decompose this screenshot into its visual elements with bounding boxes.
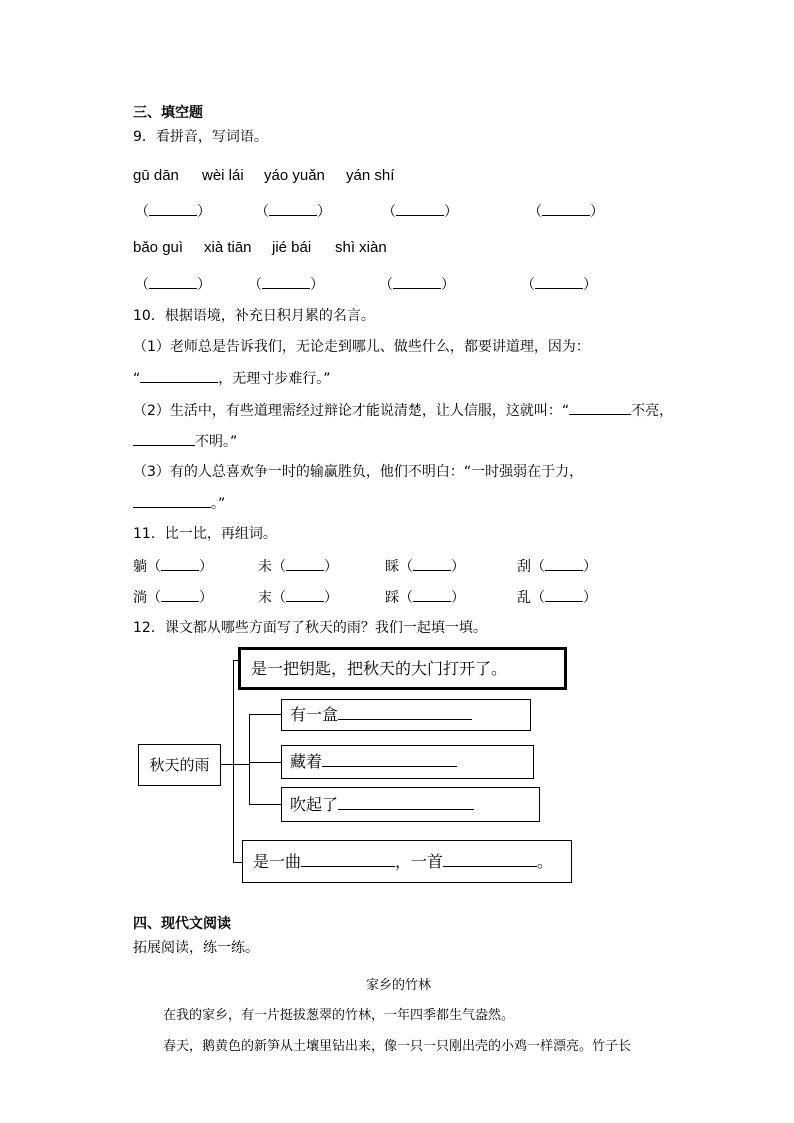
pinyin: wèi lái bbox=[202, 167, 244, 184]
connector bbox=[249, 714, 250, 805]
pinyin: gū dān bbox=[133, 167, 179, 184]
question-10-stem: 10．根据语境，补充日积月累的名言。 bbox=[133, 308, 375, 324]
connector bbox=[249, 804, 281, 805]
question-10-part1: （1）老师总是告诉我们，无论走到哪儿、做些什么，都要讲道理，因为： bbox=[133, 339, 590, 355]
question-10-part3: （3）有的人总喜欢争一时的输赢胜负，他们不明白：“一时强弱在于力， bbox=[133, 464, 584, 480]
pinyin: bǎo guì bbox=[133, 239, 184, 256]
connector bbox=[221, 764, 233, 765]
diagram-branch-3: 藏着 bbox=[281, 745, 534, 779]
passage-paragraph: 在我的家乡，有一片挺拔葱翠的竹林，一年四季都生气盎然。 bbox=[163, 1008, 515, 1023]
answer-blank[interactable]: （ ） bbox=[379, 274, 455, 294]
diagram-branch-2: 有一盒 bbox=[281, 699, 531, 731]
fill-blank[interactable] bbox=[338, 792, 474, 810]
connector bbox=[233, 764, 249, 765]
fill-blank[interactable] bbox=[322, 749, 457, 767]
question-10-part2-cont: 不明。” bbox=[133, 431, 237, 452]
pinyin: yáo yuǎn bbox=[264, 167, 325, 184]
section-intro: 拓展阅读，练一练。 bbox=[133, 940, 259, 956]
fill-blank[interactable] bbox=[301, 849, 395, 867]
fill-blank[interactable] bbox=[133, 493, 211, 508]
diagram-branch-5: 是一曲 ，一首 。 bbox=[242, 840, 572, 883]
section-title: 三、填空题 bbox=[133, 105, 203, 121]
diagram-root: 秋天的雨 bbox=[138, 744, 221, 786]
question-11-stem: 11．比一比，再组词。 bbox=[133, 526, 277, 542]
word-item: 未（ ） bbox=[258, 556, 338, 577]
word-item: 淌（ ） bbox=[133, 587, 213, 608]
question-10-part1-answer: “ ，无理寸步难行。” bbox=[133, 368, 331, 389]
answer-blank[interactable]: （ ） bbox=[255, 201, 331, 221]
fill-blank[interactable] bbox=[133, 431, 195, 446]
connector bbox=[233, 862, 242, 863]
word-item: 末（ ） bbox=[258, 587, 338, 608]
question-12-stem: 12．课文都从哪些方面写了秋天的雨？我们一起填一填。 bbox=[133, 620, 487, 636]
word-item: 乱（ ） bbox=[517, 587, 597, 608]
fill-blank[interactable] bbox=[140, 368, 218, 383]
answer-blank[interactable]: （ ） bbox=[521, 274, 597, 294]
word-item: 躺（ ） bbox=[133, 556, 213, 577]
diagram-branch-4: 吹起了 bbox=[281, 787, 540, 822]
answer-blank[interactable]: （ ） bbox=[382, 201, 458, 221]
fill-blank[interactable] bbox=[338, 702, 472, 720]
diagram-branch-1: 是一把钥匙，把秋天的大门打开了。 bbox=[238, 647, 567, 690]
question-10-part2: （2）生活中，有些道理需经过辩论才能说清楚，让人信服，这就叫：“ 不亮， bbox=[133, 400, 673, 421]
word-item: 踩（ ） bbox=[385, 587, 465, 608]
pinyin: yán shí bbox=[346, 167, 395, 184]
question-9-stem: 9．看拼音，写词语。 bbox=[133, 129, 268, 145]
fill-blank[interactable] bbox=[569, 400, 631, 415]
answer-blank[interactable]: （ ） bbox=[528, 201, 604, 221]
connector bbox=[249, 714, 281, 715]
connector bbox=[233, 660, 234, 863]
pinyin: shì xiàn bbox=[335, 239, 387, 256]
pinyin: xià tiān bbox=[204, 239, 252, 256]
answer-blank[interactable]: （ ） bbox=[248, 274, 324, 294]
pinyin: jié bái bbox=[272, 239, 312, 256]
word-item: 刮（ ） bbox=[517, 556, 597, 577]
passage-title: 家乡的竹林 bbox=[366, 978, 432, 993]
passage-paragraph: 春天，鹅黄色的新笋从土壤里钻出来，像一只一只刚出壳的小鸡一样漂亮。竹子长 bbox=[163, 1039, 632, 1054]
word-item: 睬（ ） bbox=[385, 556, 465, 577]
answer-blank[interactable]: （ ） bbox=[135, 201, 211, 221]
section-title: 四、现代文阅读 bbox=[133, 916, 231, 932]
connector bbox=[249, 762, 281, 763]
fill-blank[interactable] bbox=[443, 849, 537, 867]
answer-blank[interactable]: （ ） bbox=[135, 274, 211, 294]
question-10-part3-cont: 。” bbox=[133, 493, 225, 514]
